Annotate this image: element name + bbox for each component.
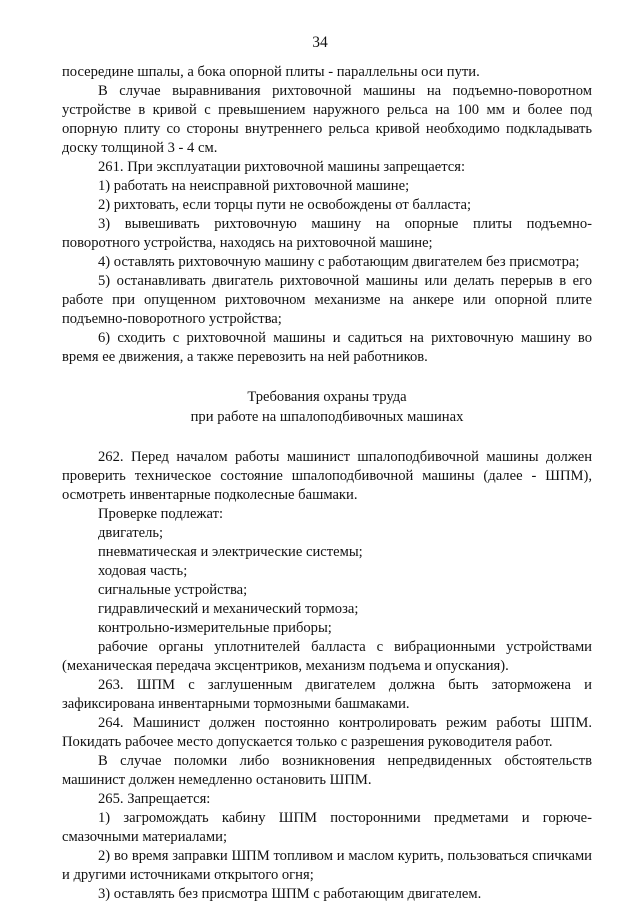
list-item: 1) работать на неисправной рихтовочной машине; <box>98 178 410 194</box>
list-item: 3) вывешивать рихтовочную машину на опорные плиты подъемно-поворотного устройства, находясь на рихтовочной машине; <box>62 216 592 251</box>
list-item: 2) рихтовать, если торцы пути не освобождены от балласта; <box>98 197 472 213</box>
paragraph: В случае поломки либо возникновения непредвиденных обстоятельств машинист должен немедленно остановить ШПМ. <box>62 753 592 788</box>
paragraph-item-264: 264. Машинист должен постоянно контролировать режим работы ШПМ. Покидать рабочее место допускается только с разрешения руководителя работ. <box>62 715 592 750</box>
list-item: сигнальные устройства; <box>98 582 248 598</box>
list-item: 5) останавливать двигатель рихтовочной машины или делать перерыв в его работе при опущенном рихтовочном механизме на анкере или опорной плите подъемно-поворотного устройства; <box>62 273 592 327</box>
document-body <box>62 63 592 904</box>
section-heading-line2: при работе на шпалоподбивочных машинах <box>190 409 464 425</box>
paragraph-item-262: 262. Перед началом работы машинист шпалоподбивочной машины должен проверить техническое состояние шпалоподбивочной машины (далее - ШПМ), осмотреть инвентарные подколесные башмаки. <box>62 449 592 503</box>
paragraph: Проверке подлежат: <box>98 506 224 522</box>
list-item: 4) оставлять рихтовочную машину с работающим двигателем без присмотра; <box>98 254 580 270</box>
paragraph-item-263: 263. ШПМ с заглушенным двигателем должна быть заторможена и зафиксирована инвентарными тормозными башмаками. <box>62 677 592 712</box>
list-item: рабочие органы уплотнителей балласта с вибрационными устройствами (механическая передача эксцентриков, механизм подъема и опускания). <box>62 639 592 674</box>
paragraph-continuation: посередине шпалы, а бока опорной плиты - параллельны оси пути. <box>62 64 480 80</box>
section-heading-line1: Требования охраны труда <box>247 389 407 405</box>
list-item: ходовая часть; <box>98 563 188 579</box>
list-item: 1) загромождать кабину ШПМ посторонними предметами и горюче-смазочными материалами; <box>62 810 592 845</box>
list-item: пневматическая и электрические системы; <box>98 544 363 560</box>
list-item: 6) сходить с рихтовочной машины и садиться на рихтовочную машину во время ее движения, а также перевозить на ней работников. <box>62 330 592 365</box>
list-item: контрольно-измерительные приборы; <box>98 620 332 636</box>
list-item: двигатель; <box>98 525 164 541</box>
list-item: 3) оставлять без присмотра ШПМ с работающим двигателем. <box>98 886 482 902</box>
list-item: 2) во время заправки ШПМ топливом и маслом курить, пользоваться спичками и другими источниками открытого огня; <box>62 848 592 883</box>
paragraph: В случае выравнивания рихтовочной машины на подъемно-поворотном устройстве в кривой с превышением наружного рельса на 100 мм и более под опорную плиту со стороны внутреннего рельса кривой необходимо подкладывать доску толщиной 3 - 4 см. <box>62 83 592 156</box>
paragraph-item-261: 261. При эксплуатации рихтовочной машины запрещается: <box>98 159 466 175</box>
page-number: 34 <box>312 34 328 51</box>
paragraph-item-265: 265. Запрещается: <box>98 791 211 807</box>
list-item: гидравлический и механический тормоза; <box>98 601 359 617</box>
